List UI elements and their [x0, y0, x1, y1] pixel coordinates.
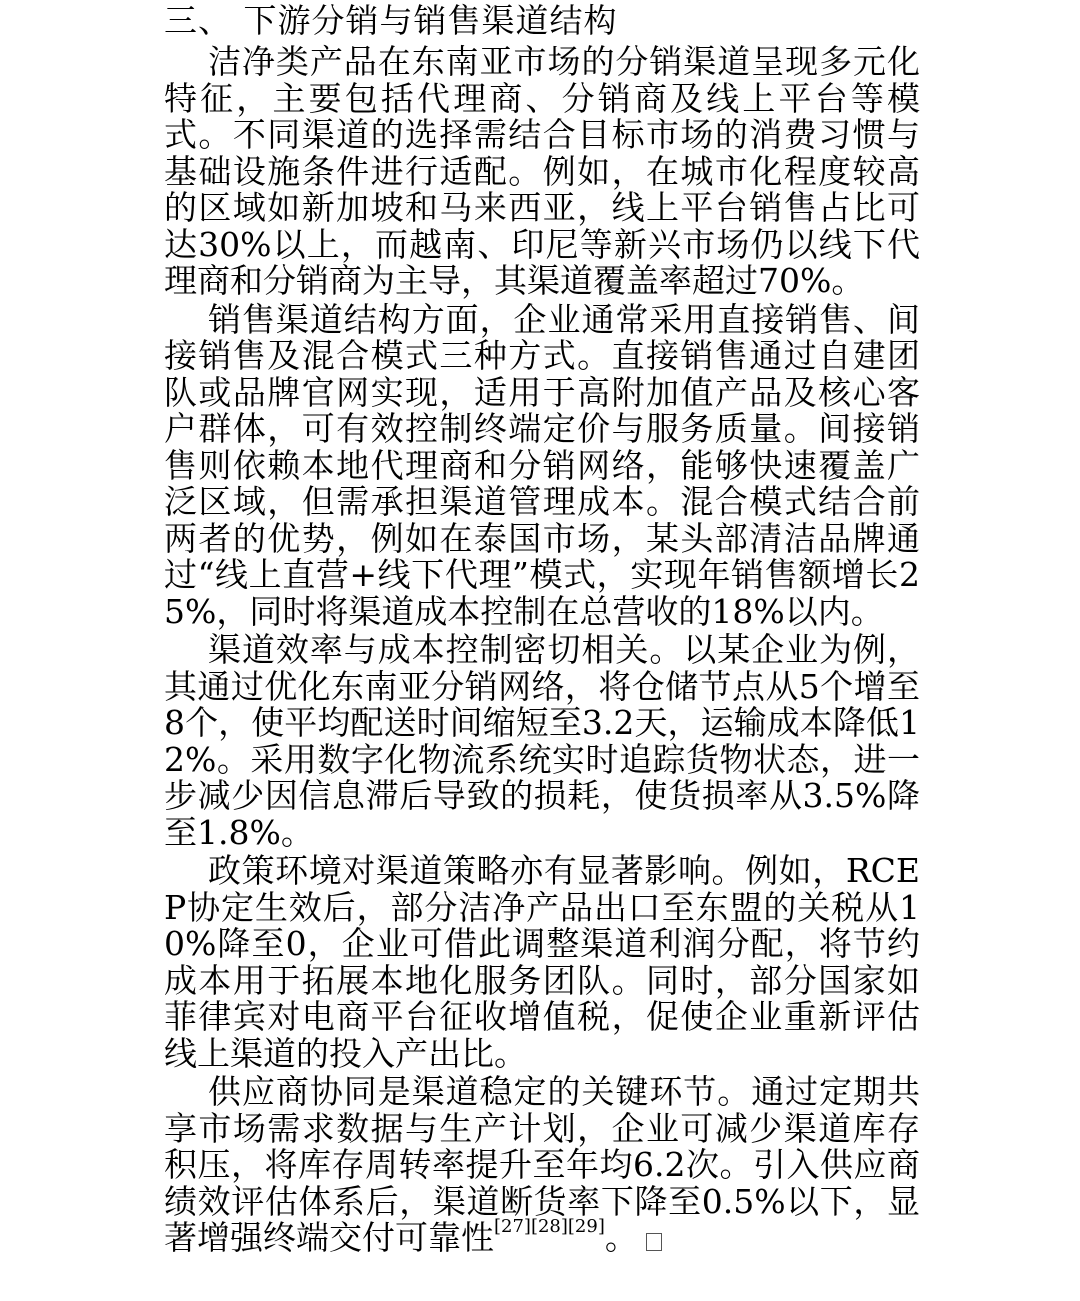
paragraph-channel-efficiency: 渠道效率与成本控制密切相关。以某企业为例，其通过优化东南亚分销网络，将仓储节点从5个增至8个，使平均配送时间缩短至3.2天，运输成本降低12%。采用数字化物流系统实时追踪货物状态，进一步减少因信息滞后导致的损耗，使货损率从3.5%降至1.8%。 [164, 630, 920, 852]
paragraph-supplier-coordination [164, 1074, 920, 1257]
paragraph-sales-structure: 销售渠道结构方面，企业通常采用直接销售、间接销售及混合模式三种方式。直接销售通过自建团队或品牌官网实现，适用于高附加值产品及核心客户群体，可有效控制终端定价与服务质量。间接销售则依赖本地代理商和分销网络，能够快速覆盖广泛区域，但需承担渠道管理成本。混合模式结合前两者的优势，例如在泰国市场，某头部清洁品牌通过“线上直营+线下代理”模式，实现年销售额增长25%，同时将渠道成本控制在总营收的18%以内。 [164, 299, 920, 631]
document-page [164, 0, 920, 1257]
placeholder-box-icon [646, 1233, 662, 1251]
paragraph-distribution-channels: 洁净类产品在东南亚市场的分销渠道呈现多元化特征，主要包括代理商、分销商及线上平台等模式。不同渠道的选择需结合目标市场的消费习惯与基础设施条件进行适配。例如，在城市化程度较高的区域如新加坡和马来西亚，线上平台销售占比可达30%以上，而越南、印尼等新兴市场仍以线下代理商和分销商为主导，其渠道覆盖率超过70%。 [164, 42, 920, 300]
citation-reference: [27][28][29] [494, 1216, 605, 1237]
paragraph-ending: 。 [604, 1218, 638, 1257]
paragraph-policy-environment: 政策环境对渠道策略亦有显著影响。例如，RCEP协定生效后，部分洁净产品出口至东盟的关税从10%降至0，企业可借此调整渠道利润分配，将节约成本用于拓展本地化服务团队。同时，部分国家如菲律宾对电商平台征收增值税，促使企业重新评估线上渠道的投入产出比。 [164, 851, 920, 1073]
supplier-paragraph-text: 供应商协同是渠道稳定的关键环节。通过定期共享市场需求数据与生产计划，企业可减少渠道库存积压，将库存周转率提升至年均6.2次。引入供应商绩效评估体系后，渠道断货率下降至0.5%以下，显著增强终端交付可靠性 [164, 1072, 920, 1257]
section-heading: 三、 下游分销与销售渠道结构 [164, 1, 618, 40]
